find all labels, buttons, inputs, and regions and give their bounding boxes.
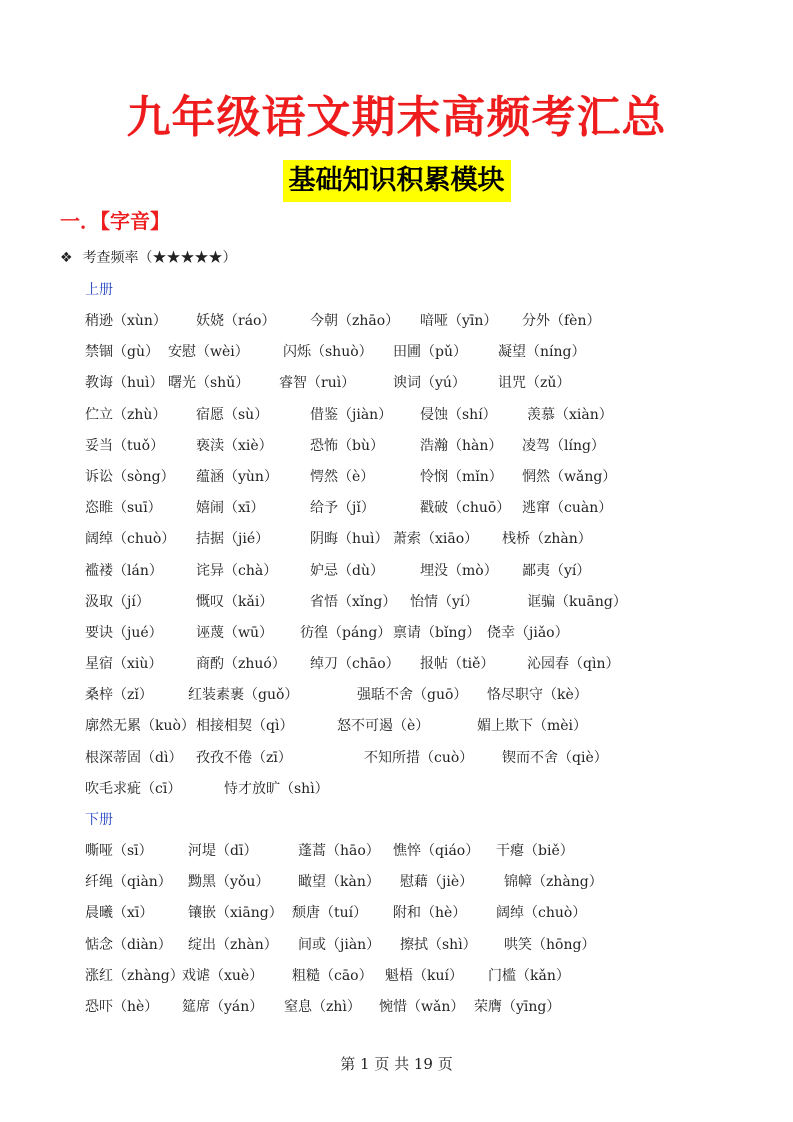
vocab-item: 阔绰（chuò） [496, 905, 587, 921]
subtitle-container [0, 160, 793, 202]
vocab-item: 桑梓（zǐ） [85, 687, 153, 703]
vocab-row [0, 903, 793, 923]
vocab-item: 侵蚀（shí） [420, 407, 497, 423]
vocab-item: 浩瀚（hàn） [420, 438, 503, 454]
volume-label: 上册 [85, 282, 113, 298]
vocab-item: 间或（jiàn） [298, 937, 381, 953]
vocab-item: 禁锢（gù） [85, 344, 159, 360]
vocab-item: 廓然无累（kuò） [85, 718, 195, 734]
vocab-row [0, 966, 793, 986]
vocab-item: 媚上欺下（mèi） [477, 718, 588, 734]
frequency-text: 考查频率（★★★★★） [82, 250, 237, 266]
vocab-item: 谀词（yú） [393, 375, 466, 391]
vocab-item: 诅咒（zǔ） [498, 375, 571, 391]
vocab-item: 诉讼（sòng） [85, 469, 175, 485]
vocab-row [0, 561, 793, 581]
vocab-item: 怜悯（mǐn） [420, 469, 503, 485]
vocab-item: 要诀（jué） [85, 625, 163, 641]
vocab-item: 粗糙（cāo） [292, 968, 373, 984]
vocab-item: 干瘪（biě） [496, 843, 574, 859]
vocab-item: 栈桥（zhàn） [502, 531, 592, 547]
vocab-item: 妥当（tuǒ） [85, 438, 165, 454]
vocab-row [0, 311, 793, 331]
vocab-item: 恪尽职守（kè） [487, 687, 588, 703]
vocab-row [0, 685, 793, 705]
vocab-item: 哄笑（hōng） [504, 937, 596, 953]
vocab-item: 根深蒂固（dì） [85, 750, 183, 766]
vocab-item: 沁园春（qìn） [527, 656, 620, 672]
vocab-item: 鄙夷（yí） [522, 563, 591, 579]
vocab-item: 分外（fèn） [522, 313, 601, 329]
vocab-item: 惘然（wǎng） [522, 469, 617, 485]
vocab-item: 借鉴（jiàn） [310, 407, 393, 423]
vocab-item: 筵席（yán） [182, 999, 264, 1015]
vocab-item: 相接相契（qì） [196, 718, 294, 734]
page-title: 九年级语文期末高频考汇总 [126, 92, 667, 143]
vocab-item: 今朝（zhāo） [310, 313, 400, 329]
vocab-item: 颓唐（tuí） [292, 905, 368, 921]
vocab-item: 睿智（ruì） [279, 375, 356, 391]
vocab-item: 诓骗（kuāng） [527, 594, 627, 610]
vocab-row [0, 935, 793, 955]
vocab-item: 妖娆（ráo） [196, 313, 276, 329]
vocab-item: 戳破（chuō） [420, 500, 511, 516]
vocab-item: 门槛（kǎn） [488, 968, 570, 984]
module-subtitle: 基础知识积累模块 [283, 160, 511, 202]
vocab-row [0, 342, 793, 362]
vocab-item: 蓬蒿（hāo） [298, 843, 380, 859]
vocab-item: 蕴涵（yùn） [196, 469, 278, 485]
vocab-item: 汲取（jí） [85, 594, 150, 610]
vocab-row [0, 779, 793, 799]
volume-label: 下册 [85, 812, 113, 828]
vocab-item: 凌驾（líng） [522, 438, 605, 454]
vocab-item: 附和（hè） [393, 905, 467, 921]
vocab-item: 亵渎（xiè） [196, 438, 273, 454]
vocab-item: 吹毛求疵（cī） [85, 781, 182, 797]
vocab-item: 诬蔑（wū） [196, 625, 273, 641]
vocab-item: 锦幛（zhàng） [504, 874, 603, 890]
vocab-item: 瞰望（kàn） [298, 874, 380, 890]
vocab-item: 羡慕（xiàn） [527, 407, 613, 423]
page-footer: 第 1 页 共 19 页 [340, 1055, 453, 1073]
vocab-row [0, 373, 793, 393]
vocab-item: 宿愿（sù） [196, 407, 269, 423]
vocab-item: 侥幸（jiǎo） [487, 625, 569, 641]
vocab-item: 恃才放旷（shì） [224, 781, 329, 797]
vocab-row [0, 405, 793, 425]
vocab-item: 涨红（zhàng） [85, 968, 184, 984]
frequency-line [60, 249, 237, 267]
vocab-item: 稍逊（xùn） [85, 313, 167, 329]
vocab-item: 红装素裹（guǒ） [188, 687, 299, 703]
diamond-bullet-icon: ❖ [60, 250, 73, 266]
vocab-item: 恣睢（suī） [85, 500, 162, 516]
vocab-item: 怒不可遏（è） [337, 718, 430, 734]
vocab-item: 愕然（è） [310, 469, 375, 485]
vocab-item: 河堤（dī） [188, 843, 258, 859]
vocab-item: 惦念（diàn） [85, 937, 172, 953]
vocab-item: 魁梧（kuí） [385, 968, 463, 984]
vocab-row [0, 716, 793, 736]
vocab-item: 惋惜（wǎn） [379, 999, 465, 1015]
vocab-item: 省悟（xǐng） [310, 594, 397, 610]
vocab-item: 不知所措（cuò） [364, 750, 474, 766]
vocab-item: 怡情（yí） [410, 594, 479, 610]
vocab-item: 曙光（shǔ） [168, 375, 250, 391]
vocab-item: 嘶哑（sī） [85, 843, 153, 859]
vocab-item: 阴晦（huì） [310, 531, 389, 547]
vocab-item: 绽出（zhàn） [188, 937, 278, 953]
vocab-row [0, 467, 793, 487]
vocab-item: 逃窜（cuàn） [522, 500, 613, 516]
vocab-item: 萧索（xiāo） [393, 531, 479, 547]
vocab-item: 镶嵌（xiāng） [188, 905, 283, 921]
vocab-item: 星宿（xiù） [85, 656, 163, 672]
vocab-item: 闪烁（shuò） [283, 344, 373, 360]
vocab-row [0, 592, 793, 612]
vocab-item: 教诲（huì） [85, 375, 164, 391]
vocab-item: 给予（jǐ） [310, 500, 375, 516]
vocab-row [0, 623, 793, 643]
vocab-item: 禀请（bǐng） [393, 625, 481, 641]
vocab-item: 锲而不舍（qiè） [502, 750, 608, 766]
vocab-item: 拮据（jié） [196, 531, 270, 547]
vocab-item: 妒忌（dù） [310, 563, 384, 579]
vocab-row [0, 748, 793, 768]
vocab-item: 喑哑（yīn） [420, 313, 498, 329]
vocab-item: 强聒不舍（guō） [357, 687, 468, 703]
vocab-row [0, 436, 793, 456]
vocab-item: 纤绳（qiàn） [85, 874, 172, 890]
vocab-item: 恐怖（bù） [310, 438, 384, 454]
vocab-item: 荣膺（yīng） [474, 999, 561, 1015]
vocab-item: 安慰（wèi） [168, 344, 249, 360]
vocab-item: 商酌（zhuó） [196, 656, 286, 672]
section-heading: 一．【字音】 [60, 209, 170, 233]
vocab-item: 窒息（zhì） [284, 999, 361, 1015]
vocab-item: 恐吓（hè） [85, 999, 159, 1015]
vocab-item: 戏谑（xuè） [182, 968, 264, 984]
vocab-item: 阔绰（chuò） [85, 531, 176, 547]
vocab-item: 擦拭（shì） [400, 937, 477, 953]
vocab-item: 伫立（zhù） [85, 407, 167, 423]
vocab-item: 诧异（chà） [196, 563, 278, 579]
vocab-row [0, 654, 793, 674]
vocab-item: 晨曦（xī） [85, 905, 154, 921]
vocab-item: 凝望（níng） [498, 344, 586, 360]
vocab-item: 憔悴（qiáo） [393, 843, 480, 859]
vocab-item: 彷徨（páng） [300, 625, 392, 641]
vocab-item: 褴褛（lán） [85, 563, 163, 579]
vocab-item: 慰藉（jiè） [400, 874, 474, 890]
vocab-item: 嬉闹（xī） [196, 500, 265, 516]
vocab-item: 田圃（pǔ） [393, 344, 467, 360]
vocab-row [0, 997, 793, 1017]
vocab-item: 黝黑（yǒu） [188, 874, 270, 890]
vocab-item: 绰刀（chāo） [310, 656, 400, 672]
vocab-item: 孜孜不倦（zī） [196, 750, 292, 766]
vocab-item: 埋没（mò） [420, 563, 498, 579]
vocab-row [0, 841, 793, 861]
vocab-item: 报帖（tiě） [420, 656, 495, 672]
vocab-item: 慨叹（kǎi） [196, 594, 274, 610]
vocab-row [0, 498, 793, 518]
vocab-row [0, 872, 793, 892]
vocab-row [0, 529, 793, 549]
